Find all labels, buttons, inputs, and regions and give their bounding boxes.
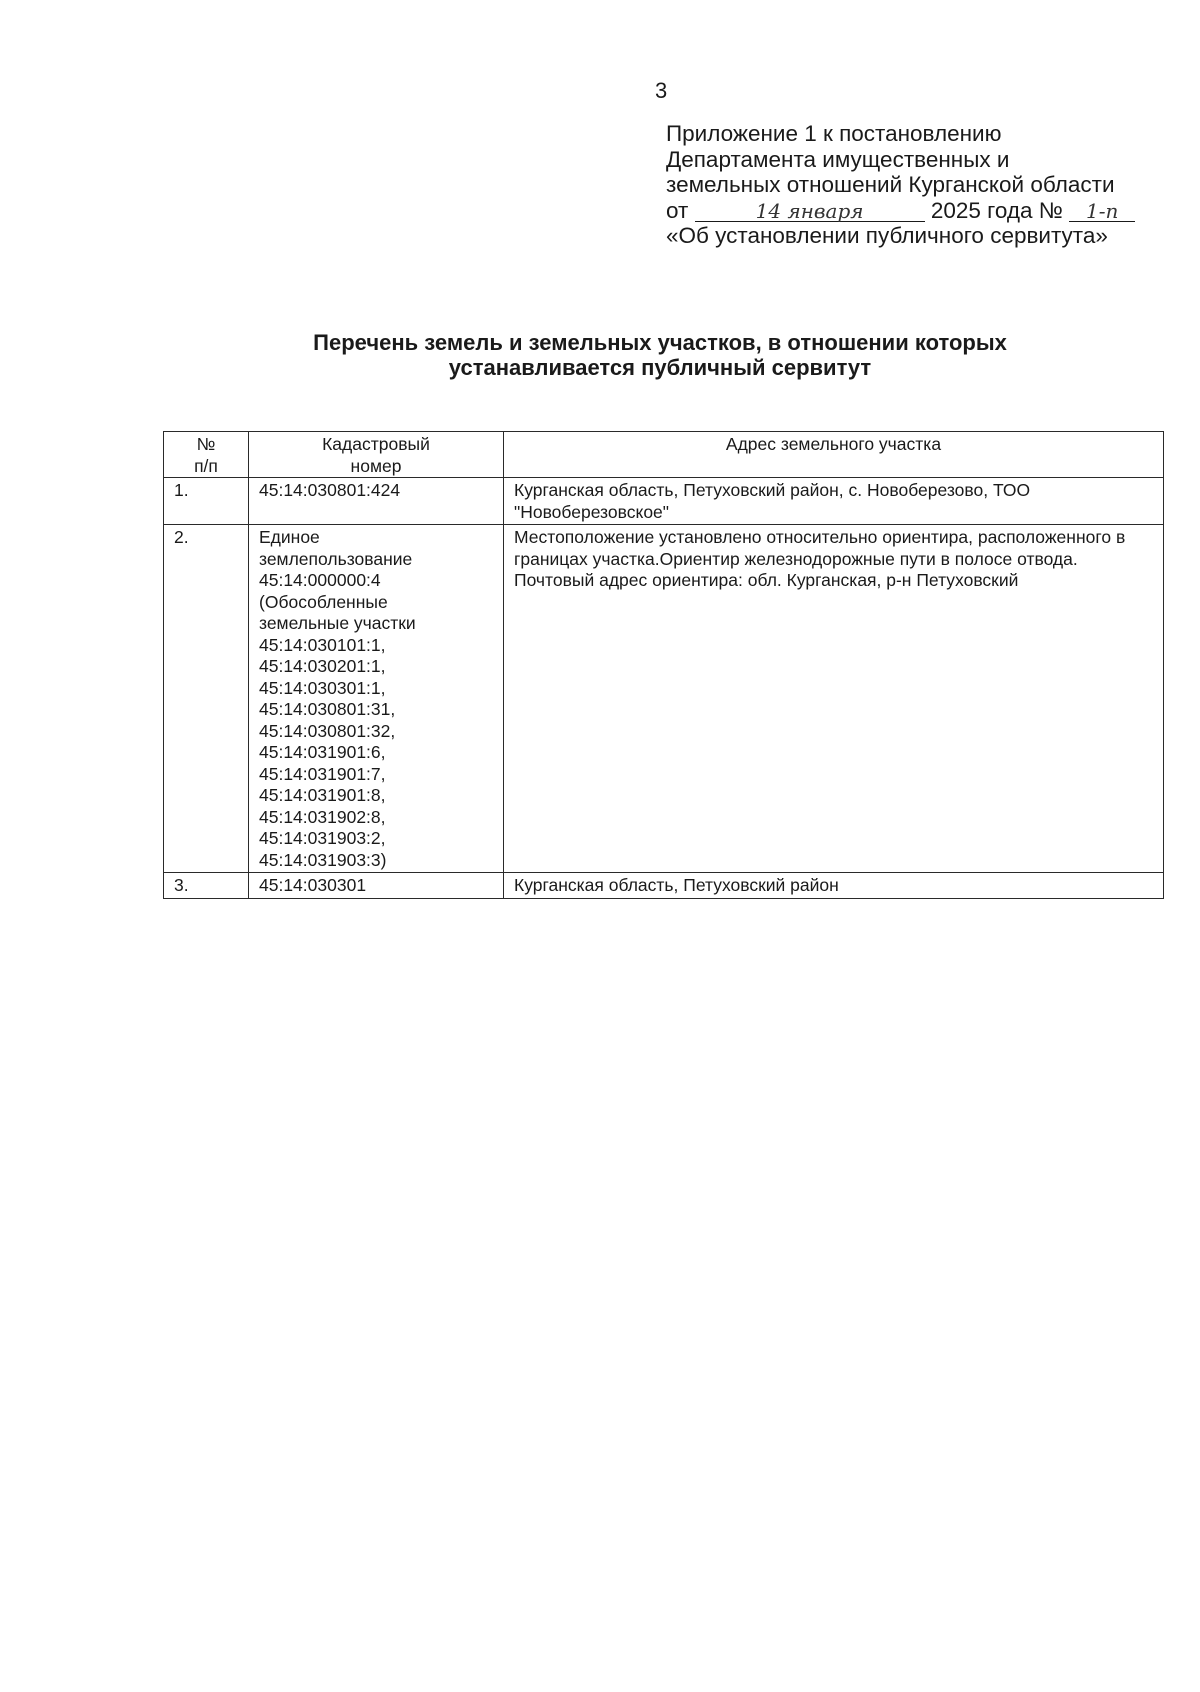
row-address: Местоположение установлено относительно ориентира, расположенного в границах участка.Ориентир железнодорожные пути в полосе отвода. Почтовый адрес ориентира: обл. Курганская, р-н Петуховский: [504, 525, 1164, 873]
cadastral-line: 45:14:030801:424: [259, 480, 401, 500]
table-row: [164, 525, 1164, 873]
cadastral-line: 45:14:031903:3): [259, 849, 387, 870]
handwritten-number: 1-п: [1069, 201, 1135, 222]
header-number: [164, 432, 249, 478]
header-address: Адрес земельного участка: [504, 432, 1164, 478]
cadastral-line: 45:14:031901:7,: [259, 763, 386, 784]
cadastral-line: 45:14:030801:32,: [259, 720, 396, 741]
cadastral-line: 45:14:030101:1,: [259, 634, 386, 655]
row-address: Курганская область, Петуховский район, с. Новоберезово, ТОО "Новоберезовское": [504, 478, 1164, 525]
row-cadastral: [249, 525, 504, 873]
row-number: 2.: [164, 525, 249, 873]
table-header-row: [164, 432, 1164, 478]
header-cadastral-line-1: Кадастровый: [322, 434, 430, 454]
table-row: [164, 478, 1164, 525]
appendix-line-5: «Об установлении публичного сервитута»: [666, 223, 1108, 248]
page-number: 3: [655, 78, 668, 103]
table-row: [164, 873, 1164, 899]
appendix-line-2: Департамента имущественных и: [666, 146, 1010, 172]
cadastral-line: 45:14:030301:1,: [259, 677, 386, 698]
document-title: [240, 330, 1080, 380]
date-prefix: от: [666, 197, 689, 223]
header-number-line-1: №: [196, 434, 216, 454]
cadastral-line: 45:14:031902:8,: [259, 806, 386, 827]
cadastral-line: 45:14:031901:6,: [259, 742, 386, 762]
appendix-header: [666, 121, 1186, 249]
title-line-1: Перечень земель и земельных участков, в отношении которых: [313, 330, 1007, 355]
title-line-2: устанавливается публичный сервитут: [448, 355, 872, 380]
appendix-date-line: [666, 198, 1186, 224]
cadastral-line: (Обособленные: [259, 591, 388, 612]
cadastral-line: 45:14:030301: [259, 875, 367, 895]
land-plots-table: [163, 431, 1164, 899]
cadastral-line: 45:14:031903:2,: [259, 828, 386, 848]
row-cadastral: [249, 478, 504, 525]
appendix-line-3: земельных отношений Курганской области: [666, 172, 1115, 197]
header-number-line-2: п/п: [194, 455, 218, 476]
header-cadastral: [249, 432, 504, 478]
handwritten-date: 14 января: [695, 201, 925, 222]
row-cadastral: [249, 873, 504, 899]
cadastral-line: 45:14:000000:4: [259, 570, 381, 590]
year-text: 2025 года №: [930, 197, 1063, 223]
row-number: 1.: [164, 478, 249, 525]
appendix-line-1: Приложение 1 к постановлению: [666, 121, 1002, 146]
cadastral-line: землепользование: [259, 548, 413, 569]
cadastral-line: 45:14:030801:31,: [259, 699, 396, 719]
header-cadastral-line-2: номер: [350, 455, 402, 476]
cadastral-line: 45:14:031901:8,: [259, 785, 386, 805]
cadastral-line: Единое: [259, 527, 320, 547]
row-address: Курганская область, Петуховский район: [504, 873, 1164, 899]
cadastral-line: земельные участки: [259, 613, 416, 633]
cadastral-line: 45:14:030201:1,: [259, 656, 386, 676]
row-number: 3.: [164, 873, 249, 899]
